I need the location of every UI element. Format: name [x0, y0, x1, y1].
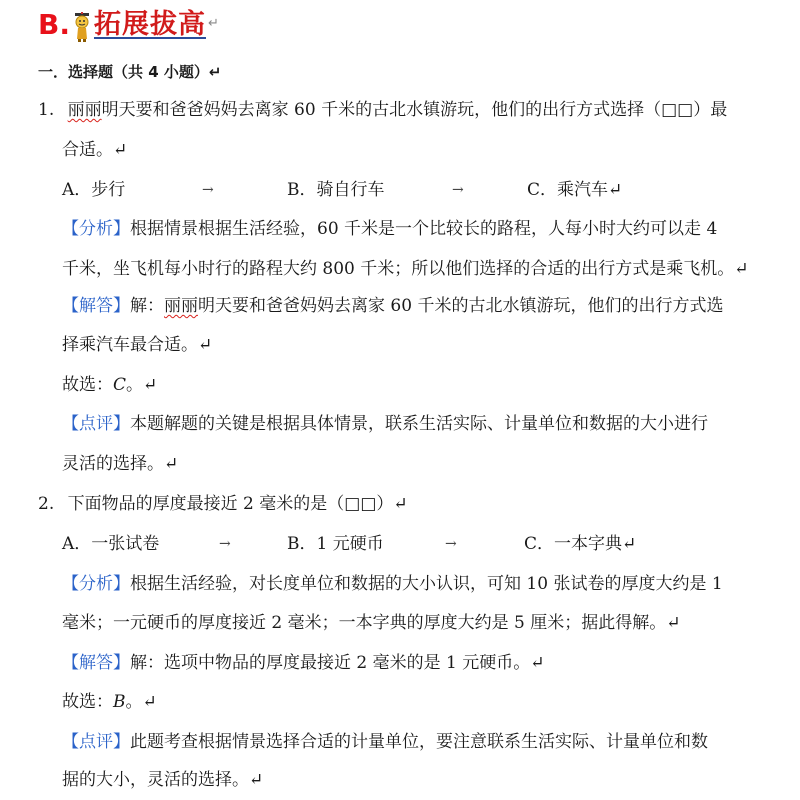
q1-name: 丽丽: [67, 100, 102, 120]
choice-letter: C: [113, 375, 127, 395]
q1-analysis-line2: 千米，坐飞机每小时行的路程大约 800 千米；所以他们选择的合适的出行方式是乘飞机。↵: [62, 259, 749, 279]
comment-tag: 【点评】: [62, 732, 130, 752]
q2-stem: 下面物品的厚度最接近 2 毫米的是（□□）↵: [67, 494, 408, 514]
q2-option-c: C．一本字典↵: [524, 534, 637, 554]
q2-option-b: B．1 元硬币: [287, 534, 384, 554]
question-type-heading: 一．选择题（共 4 小题）↵: [38, 63, 222, 81]
tab-arrow: →: [445, 536, 457, 552]
q2-comment-line1: [62, 730, 708, 754]
tab-arrow: →: [202, 182, 214, 198]
q2-stem-line: [38, 492, 408, 516]
choice-suffix: 。↵: [126, 375, 158, 395]
q1-answer-line2: 择乘汽车最合适。↵: [62, 335, 213, 355]
q2-number: 2.: [38, 494, 55, 514]
q2-option-a: A．一张试卷: [62, 534, 160, 554]
analysis-tag: 【分析】: [62, 574, 130, 594]
mascot-icon: [72, 12, 92, 42]
tab-arrow: →: [219, 536, 231, 552]
q1-number: 1.: [38, 100, 55, 120]
choice-suffix: 。↵: [125, 692, 157, 712]
section-title: 拓展拔高: [93, 9, 206, 40]
choice-letter: B: [113, 692, 126, 712]
q2-answer-line: [62, 651, 545, 675]
q1-answer-line1: [62, 294, 723, 318]
q2-comment-line2: 据的大小，灵活的选择。↵: [62, 770, 264, 790]
answer-tag: 【解答】: [62, 296, 130, 316]
q1-comment-line2: 灵活的选择。↵: [62, 454, 179, 474]
section-header: [38, 2, 219, 42]
answer-tag: 【解答】: [62, 653, 130, 673]
q2-comment-text: 此题考查根据情景选择合适的计量单位，要注意联系生活实际、计量单位和数: [130, 732, 708, 752]
q1-answer-name: 丽丽: [164, 296, 198, 316]
q1-option-a: A．步行: [62, 180, 126, 200]
q2-analysis-line1: [62, 572, 723, 596]
q1-analysis-text: 根据情景根据生活经验，60 千米是一个比较长的路程，人每小时大约可以走 4: [130, 219, 718, 239]
q1-analysis-line1: [62, 217, 717, 241]
comment-tag: 【点评】: [62, 414, 130, 434]
q1-choice: [62, 373, 157, 397]
q1-answer-text: 明天要和爸爸妈妈去离家 60 千米的古北水镇游玩，他们的出行方式选: [198, 296, 724, 316]
q1-option-c: C．乘汽车↵: [527, 180, 623, 200]
q1-option-b: B．骑自行车: [287, 180, 385, 200]
q2-analysis-line2: 毫米；一元硬币的厚度接近 2 毫米；一本字典的厚度大约是 5 厘米；据此得解。↵: [62, 613, 681, 633]
q2-analysis-text: 根据生活经验，对长度单位和数据的大小认识，可知 10 张试卷的厚度大约是 1: [130, 574, 723, 594]
q1-comment-text: 本题解题的关键是根据具体情景，联系生活实际、计量单位和数据的大小进行: [130, 414, 708, 434]
q1-stem-line2: 合适。↵: [62, 140, 128, 160]
q1-comment-line1: [62, 412, 708, 436]
choice-prefix: 故选：: [62, 375, 113, 395]
q2-choice: [62, 690, 157, 714]
q1-stem: 明天要和爸爸妈妈去离家 60 千米的古北水镇游玩，他们的出行方式选择（□□）最: [101, 100, 728, 120]
q1-stem-line1: [38, 98, 727, 122]
tab-arrow: →: [452, 182, 464, 198]
choice-prefix: 故选：: [62, 692, 113, 712]
paragraph-mark: ↵: [207, 16, 219, 31]
analysis-tag: 【分析】: [62, 219, 130, 239]
q2-answer-text: 解：选项中物品的厚度最接近 2 毫米的是 1 元硬币。↵: [130, 653, 545, 673]
section-letter: B.: [38, 8, 70, 41]
answer-prefix: 解：: [130, 296, 164, 316]
